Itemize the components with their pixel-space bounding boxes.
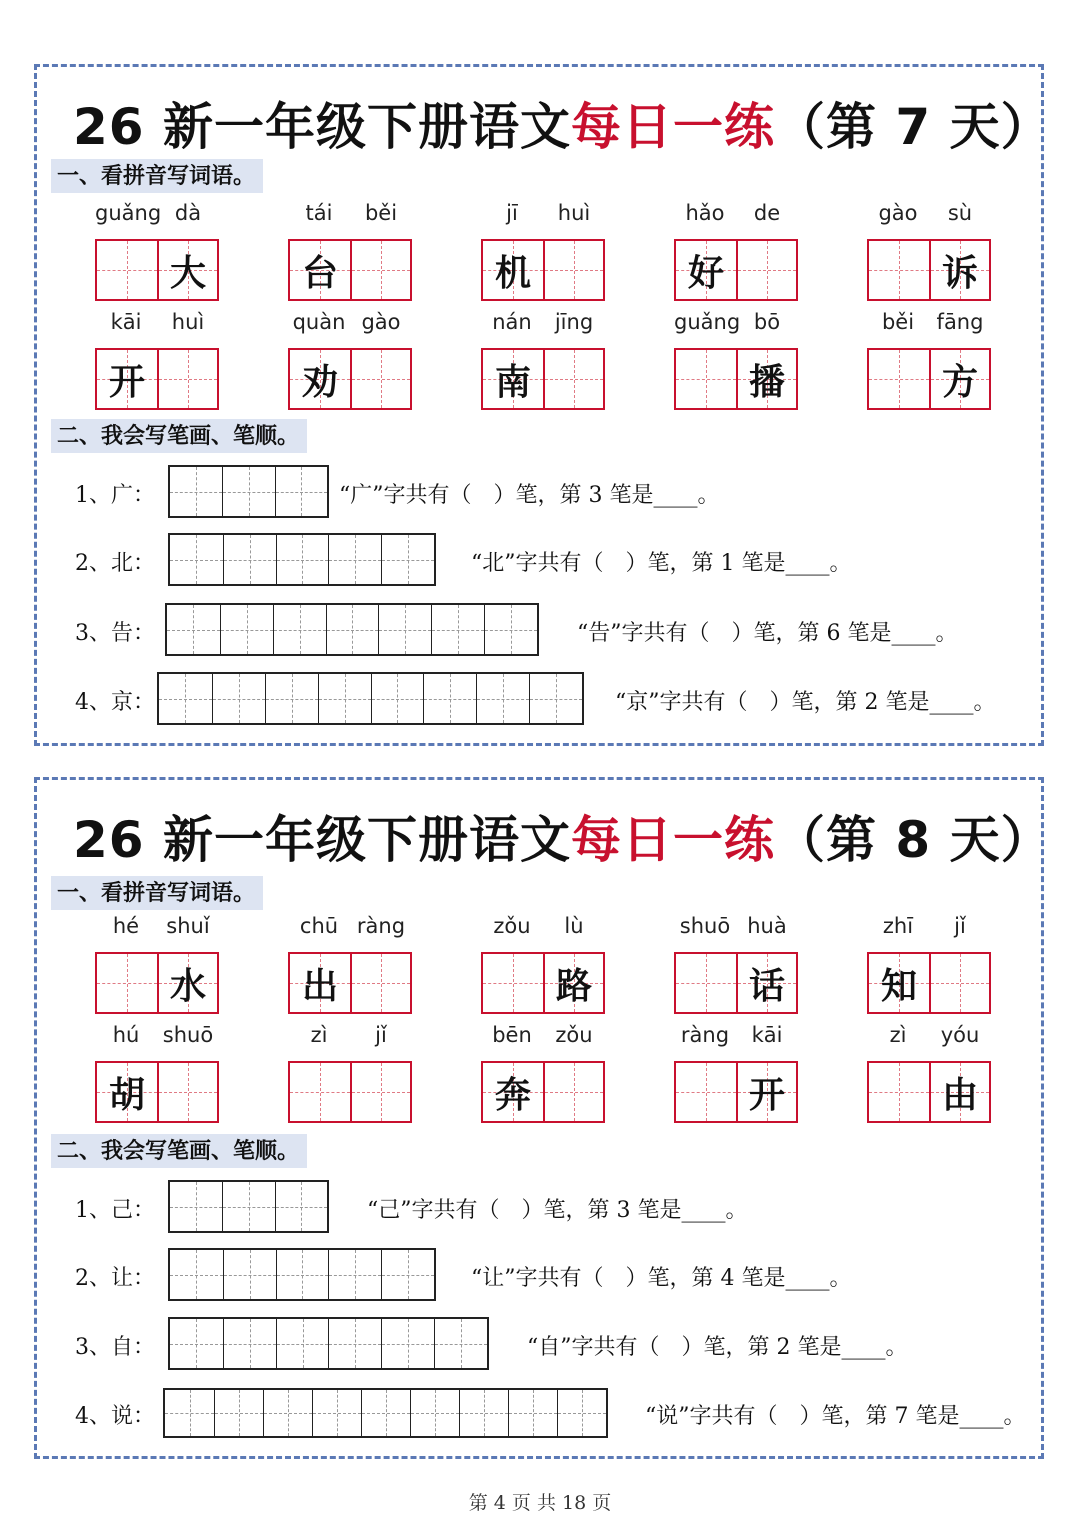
given-character-cell: [736, 954, 796, 1012]
section-heading-pinyin: 一、看拼音写词语。: [51, 876, 263, 910]
pinyin-word: [674, 310, 798, 403]
writing-cell[interactable]: [869, 241, 929, 299]
tianzige-grid: [481, 348, 605, 410]
character: [290, 1063, 350, 1121]
tianzige-grid: [288, 239, 412, 301]
writing-cell[interactable]: [543, 241, 603, 299]
writing-cell[interactable]: [543, 350, 603, 408]
pinyin-syllable: kāi: [751, 1023, 783, 1047]
stroke-writing-cell[interactable]: [484, 605, 537, 654]
pinyin-syllable: guǎng: [95, 201, 162, 225]
given-character-cell: [290, 350, 350, 408]
given-character-cell: [736, 350, 796, 408]
stroke-writing-cell[interactable]: [328, 535, 381, 584]
title-highlight: 每日一练: [571, 811, 775, 869]
tianzige-grid: [95, 1061, 219, 1123]
stroke-writing-cell[interactable]: [223, 1250, 276, 1299]
worksheet-title: [73, 800, 1052, 872]
stroke-writing-cell[interactable]: [220, 605, 273, 654]
pinyin-label: [867, 201, 991, 231]
stroke-item-label: 3、告：: [75, 620, 155, 646]
stroke-order-grid: [168, 1180, 329, 1233]
writing-cell[interactable]: [676, 954, 736, 1012]
pinyin-label: [481, 914, 605, 944]
pinyin-word: [95, 310, 219, 403]
title-main: 26 新一年级下册语文: [73, 811, 571, 869]
stroke-writing-cell[interactable]: [276, 535, 329, 584]
character: 由: [941, 1073, 978, 1116]
stroke-writing-cell[interactable]: [170, 467, 222, 516]
character: [483, 954, 543, 1012]
title-day: （第 7 天）: [775, 98, 1052, 156]
pinyin-label: [288, 201, 412, 231]
pinyin-label: [867, 1023, 991, 1053]
stroke-writing-cell[interactable]: [263, 1390, 312, 1436]
stroke-writing-cell[interactable]: [328, 1319, 381, 1368]
pinyin-syllable: nán: [492, 310, 532, 334]
stroke-writing-cell[interactable]: [431, 605, 484, 654]
character: [97, 241, 157, 299]
pinyin-word: [674, 1023, 798, 1116]
stroke-item-label: 4、说：: [75, 1404, 155, 1429]
section-heading-strokes: 二、我会写笔画、笔顺。: [51, 419, 307, 453]
stroke-writing-cell[interactable]: [459, 1390, 508, 1436]
character: [869, 241, 929, 299]
stroke-writing-cell[interactable]: [212, 674, 265, 723]
character: [931, 954, 989, 1012]
worksheet-day-8: [34, 777, 1052, 1459]
character: [869, 1063, 929, 1121]
given-character-cell: [929, 350, 989, 408]
stroke-writing-cell[interactable]: [265, 674, 318, 723]
pinyin-syllable: huì: [557, 201, 591, 225]
stroke-writing-cell[interactable]: [273, 605, 326, 654]
tianzige-grid: [674, 348, 798, 410]
given-character-cell: [676, 241, 736, 299]
stroke-writing-cell[interactable]: [476, 674, 529, 723]
stroke-question: “让”字共有（ ）笔，第 4 笔是____。: [471, 1265, 852, 1291]
writing-cell[interactable]: [869, 350, 929, 408]
character: 胡: [108, 1073, 145, 1116]
pinyin-syllable: chū: [299, 914, 339, 938]
pinyin-label: [95, 310, 219, 340]
tianzige-grid: [481, 239, 605, 301]
writing-cell[interactable]: [350, 241, 410, 299]
stroke-writing-cell[interactable]: [410, 1390, 459, 1436]
stroke-item-label: 3、自：: [75, 1334, 155, 1360]
pinyin-label: [674, 201, 798, 231]
character: 知: [880, 964, 917, 1007]
character: [869, 350, 929, 408]
writing-cell[interactable]: [736, 241, 796, 299]
character: [676, 350, 736, 408]
given-character-cell: [929, 241, 989, 299]
pinyin-syllable: shuǐ: [166, 914, 210, 938]
stroke-writing-cell[interactable]: [170, 1319, 223, 1368]
stroke-writing-cell[interactable]: [529, 674, 582, 723]
pinyin-word: [288, 1023, 412, 1053]
stroke-writing-cell[interactable]: [508, 1390, 557, 1436]
character: [352, 241, 410, 299]
character: 诉: [941, 251, 978, 294]
pinyin-syllable: jǐ: [954, 914, 966, 938]
pinyin-syllable: zhī: [882, 914, 914, 938]
pinyin-label: [674, 914, 798, 944]
pinyin-syllable: bō: [753, 310, 781, 334]
character: 出: [301, 964, 338, 1007]
writing-cell[interactable]: [97, 241, 157, 299]
character: [159, 1063, 217, 1121]
stroke-item-label: 1、广：: [75, 482, 155, 508]
pinyin-syllable: guǎng: [674, 310, 741, 334]
given-character-cell: [290, 241, 350, 299]
character: 好: [687, 251, 724, 294]
pinyin-syllable: hǎo: [685, 201, 725, 225]
pinyin-syllable: gào: [361, 310, 401, 334]
given-character-cell: [483, 241, 543, 299]
pinyin-label: [481, 310, 605, 340]
pinyin-label: [867, 310, 991, 340]
pinyin-syllable: lù: [564, 914, 584, 938]
stroke-writing-cell[interactable]: [312, 1390, 361, 1436]
character: [676, 1063, 736, 1121]
writing-cell[interactable]: [350, 954, 410, 1012]
stroke-order-grid: [163, 1388, 608, 1438]
section-heading-strokes: 二、我会写笔画、笔顺。: [51, 1134, 307, 1168]
character: [545, 350, 603, 408]
pinyin-syllable: fāng: [936, 310, 984, 334]
pinyin-word: [288, 310, 412, 403]
character: [676, 954, 736, 1012]
pinyin-word: [95, 1023, 219, 1116]
character: 水: [169, 964, 206, 1007]
pinyin-syllable: běi: [364, 201, 398, 225]
stroke-item-label: 2、北：: [75, 550, 155, 576]
given-character-cell: [929, 1063, 989, 1121]
pinyin-word: [867, 1023, 991, 1116]
tianzige-grid: [674, 1061, 798, 1123]
stroke-writing-cell[interactable]: [275, 1182, 327, 1231]
title-highlight: 每日一练: [571, 98, 775, 156]
stroke-writing-cell[interactable]: [159, 674, 212, 723]
stroke-writing-cell[interactable]: [275, 467, 327, 516]
stroke-question: “京”字共有（ ）笔，第 2 笔是____。: [615, 689, 996, 715]
stroke-writing-cell[interactable]: [167, 605, 220, 654]
writing-cell[interactable]: [929, 954, 989, 1012]
pinyin-label: [481, 201, 605, 231]
pinyin-syllable: bēn: [492, 1023, 532, 1047]
pinyin-syllable: běi: [881, 310, 915, 334]
character: 台: [301, 251, 338, 294]
writing-cell[interactable]: [483, 954, 543, 1012]
given-character-cell: [157, 954, 217, 1012]
given-character-cell: [483, 350, 543, 408]
given-character-cell: [869, 954, 929, 1012]
pinyin-word: [674, 914, 798, 1007]
stroke-writing-cell[interactable]: [276, 1250, 329, 1299]
pinyin-syllable: ràng: [680, 1023, 730, 1047]
stroke-writing-cell[interactable]: [276, 1319, 329, 1368]
stroke-order-grid: [168, 1248, 436, 1301]
pinyin-word: [288, 914, 412, 1007]
character: 机: [494, 251, 531, 294]
pinyin-syllable: dà: [174, 201, 202, 225]
pinyin-syllable: sù: [947, 201, 973, 225]
writing-cell[interactable]: [157, 1063, 217, 1121]
given-character-cell: [290, 954, 350, 1012]
title-main: 26 新一年级下册语文: [73, 98, 571, 156]
pinyin-word: [481, 914, 605, 1007]
pinyin-label: [481, 1023, 605, 1053]
writing-cell[interactable]: [290, 1063, 350, 1121]
pinyin-label: [674, 310, 798, 340]
pinyin-word: [95, 914, 219, 1007]
tianzige-grid: [288, 348, 412, 410]
character: 南: [494, 360, 531, 403]
stroke-item-label: 2、让：: [75, 1265, 155, 1291]
stroke-question: “自”字共有（ ）笔，第 2 笔是____。: [527, 1334, 908, 1360]
pinyin-label: [95, 1023, 219, 1053]
pinyin-syllable: de: [753, 201, 781, 225]
writing-cell[interactable]: [350, 350, 410, 408]
pinyin-syllable: zǒu: [493, 914, 531, 938]
character: 话: [748, 964, 785, 1007]
character: [352, 350, 410, 408]
stroke-order-grid: [165, 603, 539, 656]
tianzige-grid: [867, 239, 991, 301]
tianzige-grid: [867, 348, 991, 410]
stroke-writing-cell[interactable]: [223, 535, 276, 584]
pinyin-syllable: huà: [747, 914, 787, 938]
page-footer: 第 4 页 共 18 页: [468, 1492, 612, 1514]
stroke-writing-cell[interactable]: [222, 1182, 274, 1231]
given-character-cell: [543, 954, 603, 1012]
stroke-writing-cell[interactable]: [434, 1319, 487, 1368]
tianzige-grid: [95, 239, 219, 301]
given-character-cell: [736, 1063, 796, 1121]
stroke-question: “北”字共有（ ）笔，第 1 笔是____。: [471, 550, 852, 576]
given-character-cell: [97, 350, 157, 408]
pinyin-syllable: shuō: [162, 1023, 214, 1047]
writing-cell[interactable]: [350, 1063, 410, 1121]
stroke-writing-cell[interactable]: [328, 1250, 381, 1299]
pinyin-label: [674, 1023, 798, 1053]
character: [352, 954, 410, 1012]
pinyin-syllable: jī: [506, 201, 518, 225]
stroke-writing-cell[interactable]: [371, 674, 424, 723]
pinyin-label: [288, 1023, 412, 1053]
character: [352, 1063, 410, 1121]
pinyin-word: [867, 201, 991, 294]
stroke-order-grid: [168, 533, 436, 586]
stroke-item-label: 1、己：: [75, 1197, 155, 1223]
stroke-question: “说”字共有（ ）笔，第 7 笔是____。: [645, 1404, 1026, 1429]
pinyin-label: [867, 914, 991, 944]
pinyin-syllable: huì: [171, 310, 205, 334]
stroke-writing-cell[interactable]: [557, 1390, 606, 1436]
character: 劝: [301, 360, 338, 403]
stroke-writing-cell[interactable]: [381, 1250, 434, 1299]
tianzige-grid: [288, 1061, 412, 1123]
pinyin-syllable: quàn: [292, 310, 346, 334]
stroke-writing-cell[interactable]: [170, 1182, 222, 1231]
stroke-writing-cell[interactable]: [165, 1390, 214, 1436]
pinyin-label: [95, 914, 219, 944]
pinyin-syllable: hé: [112, 914, 140, 938]
character: 开: [748, 1073, 785, 1116]
character: 奔: [494, 1073, 531, 1116]
stroke-question: “广”字共有（ ）笔，第 3 笔是____。: [339, 482, 720, 508]
pinyin-label: [288, 310, 412, 340]
tianzige-grid: [867, 1061, 991, 1123]
stroke-writing-cell[interactable]: [170, 1250, 223, 1299]
stroke-question: “告”字共有（ ）笔，第 6 笔是____。: [577, 620, 958, 646]
tianzige-grid: [674, 952, 798, 1014]
pinyin-syllable: yóu: [940, 1023, 980, 1047]
writing-cell[interactable]: [97, 954, 157, 1012]
pinyin-syllable: zǒu: [555, 1023, 593, 1047]
character: 路: [555, 964, 592, 1007]
stroke-writing-cell[interactable]: [326, 605, 379, 654]
pinyin-syllable: gào: [878, 201, 918, 225]
title-day: （第 8 天）: [775, 811, 1052, 869]
pinyin-syllable: jīng: [554, 310, 594, 334]
character: 方: [941, 360, 978, 403]
pinyin-syllable: zì: [310, 1023, 328, 1047]
stroke-writing-cell[interactable]: [222, 467, 274, 516]
tianzige-grid: [481, 1061, 605, 1123]
pinyin-word: [867, 914, 991, 1007]
character: [545, 1063, 603, 1121]
writing-cell[interactable]: [676, 350, 736, 408]
tianzige-grid: [95, 952, 219, 1014]
character: 开: [108, 360, 145, 403]
pinyin-word: [95, 201, 219, 294]
pinyin-word: [481, 201, 605, 294]
pinyin-word: [481, 1023, 605, 1116]
stroke-writing-cell[interactable]: [214, 1390, 263, 1436]
character: 大: [169, 251, 206, 294]
tianzige-grid: [288, 952, 412, 1014]
stroke-order-grid: [157, 672, 584, 725]
stroke-writing-cell[interactable]: [170, 535, 223, 584]
stroke-writing-cell[interactable]: [223, 1319, 276, 1368]
character: [97, 954, 157, 1012]
stroke-writing-cell[interactable]: [381, 535, 434, 584]
tianzige-grid: [867, 952, 991, 1014]
character: [159, 350, 217, 408]
pinyin-syllable: hú: [112, 1023, 140, 1047]
worksheet-title: [73, 87, 1052, 159]
pinyin-word: [481, 310, 605, 403]
pinyin-syllable: zì: [889, 1023, 907, 1047]
stroke-writing-cell[interactable]: [381, 1319, 434, 1368]
pinyin-word: [867, 310, 991, 403]
character: [738, 241, 796, 299]
given-character-cell: [483, 1063, 543, 1121]
stroke-order-grid: [168, 1317, 489, 1370]
character: [545, 241, 603, 299]
stroke-writing-cell[interactable]: [318, 674, 371, 723]
tianzige-grid: [95, 348, 219, 410]
pinyin-word: [288, 201, 412, 294]
stroke-question: “己”字共有（ ）笔，第 3 笔是____。: [367, 1197, 748, 1223]
tianzige-grid: [674, 239, 798, 301]
section-heading-pinyin: 一、看拼音写词语。: [51, 159, 263, 193]
stroke-writing-cell[interactable]: [423, 674, 476, 723]
stroke-writing-cell[interactable]: [361, 1390, 410, 1436]
character: 播: [748, 360, 785, 403]
stroke-item-label: 4、京：: [75, 689, 155, 715]
stroke-order-grid: [168, 465, 329, 518]
pinyin-syllable: ràng: [356, 914, 406, 938]
writing-cell[interactable]: [676, 1063, 736, 1121]
pinyin-label: [288, 914, 412, 944]
writing-cell[interactable]: [869, 1063, 929, 1121]
writing-cell[interactable]: [157, 350, 217, 408]
pinyin-word: [674, 201, 798, 294]
pinyin-syllable: kāi: [110, 310, 142, 334]
pinyin-syllable: jǐ: [375, 1023, 387, 1047]
given-character-cell: [97, 1063, 157, 1121]
stroke-writing-cell[interactable]: [378, 605, 431, 654]
pinyin-syllable: tái: [305, 201, 333, 225]
pinyin-syllable: shuō: [679, 914, 731, 938]
worksheet-day-7: [34, 64, 1052, 746]
tianzige-grid: [481, 952, 605, 1014]
given-character-cell: [157, 241, 217, 299]
pinyin-label: [95, 201, 219, 231]
writing-cell[interactable]: [543, 1063, 603, 1121]
